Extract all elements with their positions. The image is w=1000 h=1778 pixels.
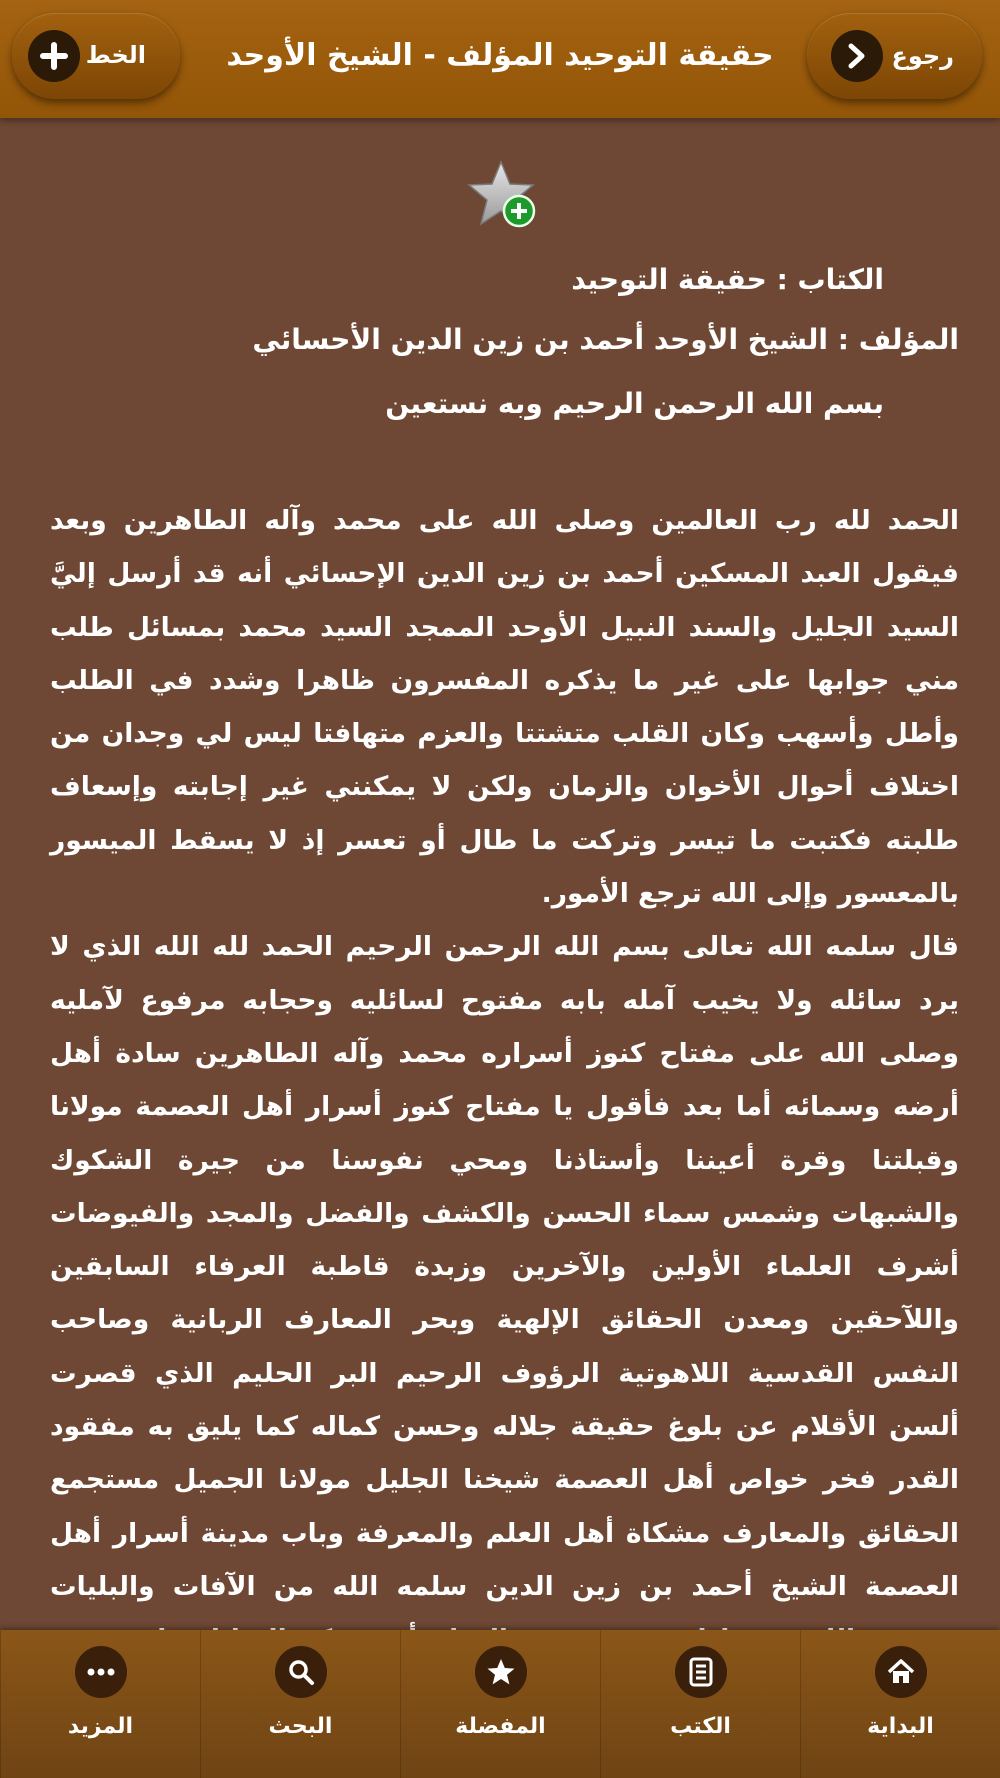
paragraph: قال سلمه الله تعالى بسم الله الرحمن الرحيم الحمد لله الله الذي لا يرد سائله ولا يخيب آمله بابه مفتوح لسائليه وحجابه مرفوع لآمليه وصلى الله على مفتاح كنوز أسراره محمد وآله الطاهرين سادة أهل أرضه وسمائه أما بعد فأقول يا مفتاح كنوز أسرار أهل العصمة مولانا وقبلتنا وقرة أعيننا وأستاذنا ومحي نفوسنا من جيرة الشكوك والشبهات وشمس سماء الحسن والكشف والفضل والمجد والفيوضات أشرف العلماء الأولين والآخرين وزبدة قاطبة العرفاء السابقين واللآحقين ومعدن الحقائق الإلهية وبحر المعارف الربانية وصاحب النفس القدسية اللاهوتية الرؤوف الرحيم البر الحليم الذي قصرت ألسن الأقلام عن بلوغ حقيقة جلاله وحسن كماله كما يليق به مفقود القدر فخر خواص أهل العصمة شيخنا الجليل مولانا الجميل مستجمع الحقائق والمعارف مشكاة أهل العلم والمعرفة وباب مدينة أسرار أهل العصمة الشيخ أحمد بن زين الدين سلمه الله من الآفات والبليات [50,931,959,1602]
nav-search-label: البحث [268,1714,333,1739]
basmala: بسم الله الرحمن الرحيم وبه نستعين [385,387,884,420]
nav-favorites[interactable] [400,1630,600,1778]
nav-favorites-label: المفضلة [455,1714,546,1739]
page-title: حقيقة التوحيد المؤلف - الشيخ الأوحد [226,37,774,73]
books-icon [675,1646,727,1698]
book-author-line: المؤلف : الشيخ الأوحد أحمد بن زين الدين الأحسائي [252,323,959,356]
nav-home-label: البداية [867,1714,934,1739]
nav-home[interactable] [800,1630,1000,1778]
star-add-icon [465,160,541,236]
back-button[interactable] [807,13,982,99]
back-label: رجوع [891,42,954,70]
book-content [50,250,959,1630]
nav-books-label: الكتب [670,1714,731,1739]
home-icon [875,1646,927,1698]
nav-search[interactable] [200,1630,400,1778]
top-bar [0,0,1000,118]
font-size-button[interactable] [12,13,180,99]
paragraph: الحمد لله رب العالمين وصلى الله على محمد وآله الطاهرين وبعد فيقول العبد المسكين أحمد بن زين الدين الإحسائي أنه قد أرسل إليَّ السيد الجليل والسند النبيل الأوحد الممجد السيد محمد بمسائل طلب مني جوابها على غير ما يذكره المفسرون ظاهرا وشدد في الطلب وأطل وأسهب وكان القلب متشتتا والعزم متهافتا ليس لي وجدان من اختلاف أحوال الأخوان والزمان ولكن لا يمكنني غير إجابته وإسعاف طلبته فكتبت ما تيسر وتركت ما طال أو تعسر إذ لا يسقط الميسور بالمعسور وإلى الله ترجع الأمور. [50,505,959,910]
star-icon [475,1646,527,1698]
search-icon [275,1646,327,1698]
chevron-right-icon [831,30,883,82]
nav-more-label: المزيد [67,1714,134,1739]
add-favorite-button[interactable] [465,160,541,236]
more-icon [75,1646,127,1698]
plus-icon [28,30,80,82]
book-title-line: الكتاب : حقيقة التوحيد [571,263,884,296]
nav-more[interactable] [0,1630,200,1778]
bottom-nav [0,1630,1000,1778]
font-label: الخط [85,41,146,69]
nav-books[interactable] [600,1630,800,1778]
